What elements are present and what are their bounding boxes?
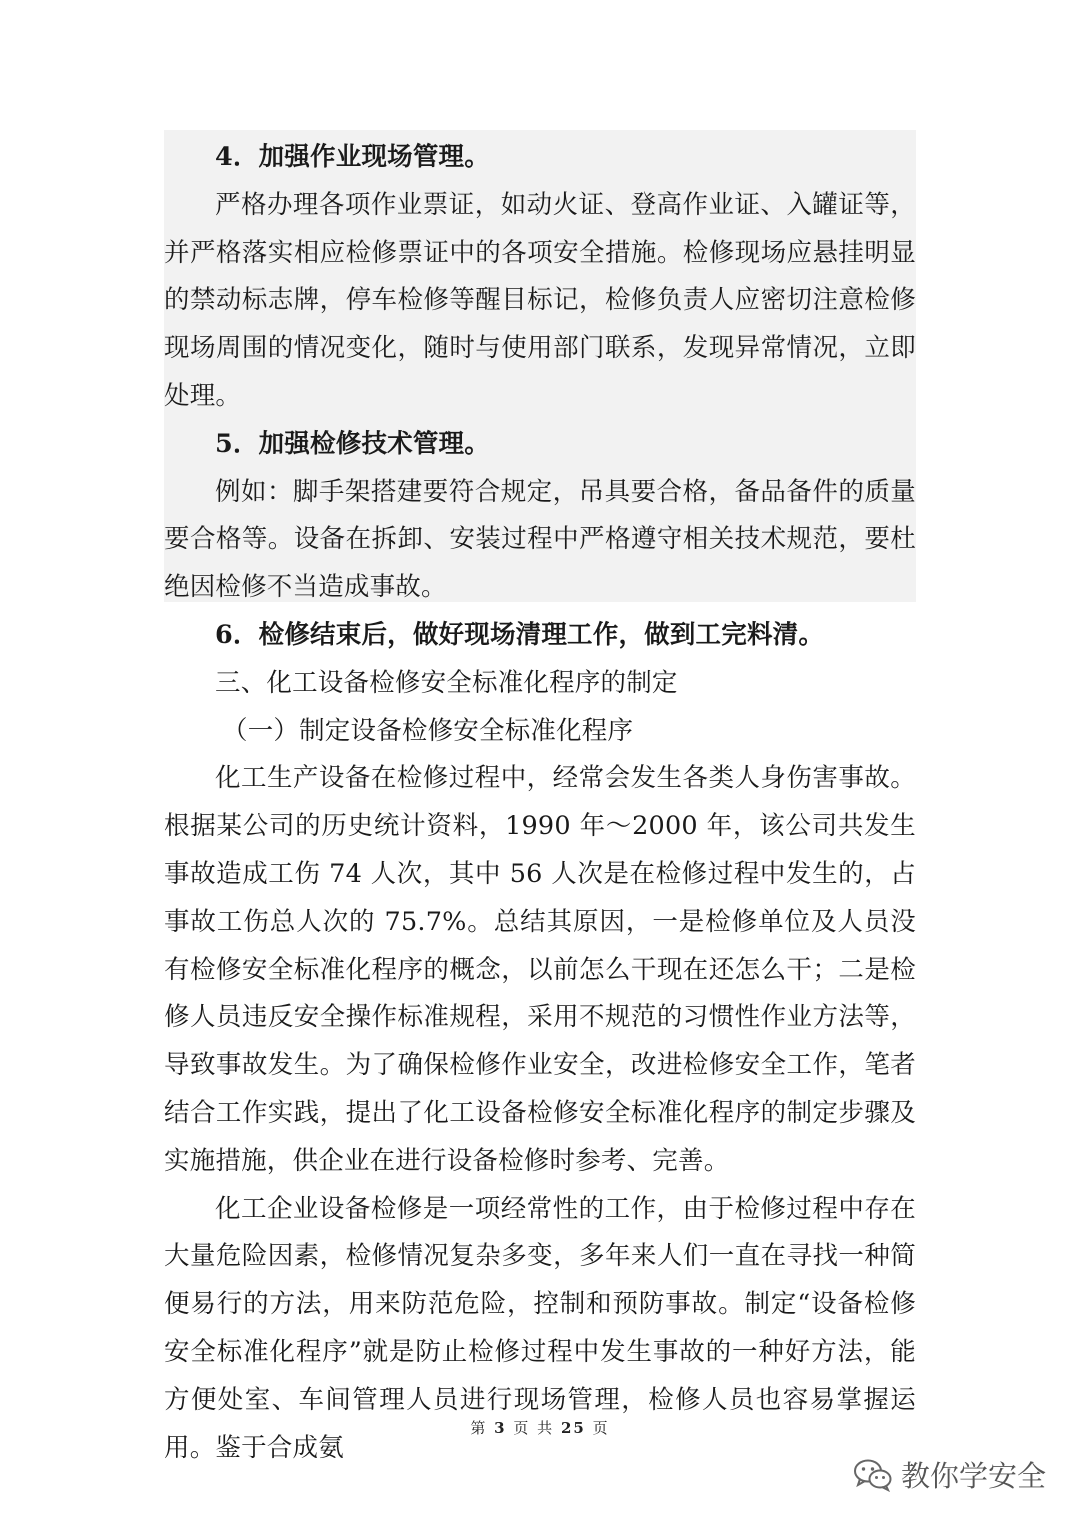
paragraph-work-permits: 严格办理各项作业票证，如动火证、登高作业证、入罐证等，并严格落实相应检修票证中的各项安全措施。检修现场应悬挂明显的禁动标志牌，停车检修等醒目标记，检修负责人应密切注意检修现场周围的情况变化，随时与使用部门联系，发现异常情况，立即处理。 [164,189,916,411]
heading-item-4: 4．加强作业现场管理。 [215,142,490,172]
document-body [164,134,916,1472]
wechat-icon [853,1458,893,1492]
footer-suffix: 页 [592,1419,610,1437]
paragraph-technical-management: 例如：脚手架搭建要符合规定，吊具要合格，备品备件的质量要合格等。设备在拆卸、安装过程中严格遵守相关技术规范，要杜绝因检修不当造成事故。 [164,476,916,603]
paragraph-maintenance-procedure: 化工企业设备检修是一项经常性的工作，由于检修过程中存在大量危险因素，检修情况复杂多变，多年来人们一直在寻找一种简便易行的方法，用来防范危险，控制和预防事故。制定“设备检修安全标准化程序”就是防止检修过程中发生事故的一种好方法，能方便处室、车间管理人员进行现场管理，检修人员也容易掌握运用。鉴于合成氨 [164,1193,916,1463]
page-number: 3 [494,1419,507,1437]
watermark-text: 教你学安全 [900,1459,1046,1493]
subsection-heading-1: （一）制定设备检修安全标准化程序 [222,715,634,746]
heading-item-5: 5．加强检修技术管理。 [215,428,490,459]
heading-item-6: 6．检修结束后，做好现场清理工作，做到工完料清。 [215,619,825,650]
footer-prefix: 第 [470,1419,488,1437]
section-heading-3: 三、化工设备检修安全标准化程序的制定 [215,667,678,698]
footer-middle: 页 共 [513,1419,555,1437]
page-footer [0,1417,1080,1438]
paragraph-accident-statistics: 化工生产设备在检修过程中，经常会发生各类人身伤害事故。根据某公司的历史统计资料，1990 年～2000 年，该公司共发生事故造成工伤 74 人次，其中 56 人次是在检修过程中发生的，占事故工伤总人次的 75.7%。总结其原因，一是检修单位及人员没有检修安全标准化程序的概念，以前怎么干现在还怎么干；二是检修人员违反安全操作标准规程，采用不规范的习惯性作业方法等，导致事故发生。为了确保检修作业安全，改进检修安全工作，笔者结合工作实践，提出了化工设备检修安全标准化程序的制定步骤及实施措施，供企业在进行设备检修时参考、完善。 [164,763,916,1176]
watermark [853,1454,1046,1495]
total-pages: 25 [560,1419,586,1437]
